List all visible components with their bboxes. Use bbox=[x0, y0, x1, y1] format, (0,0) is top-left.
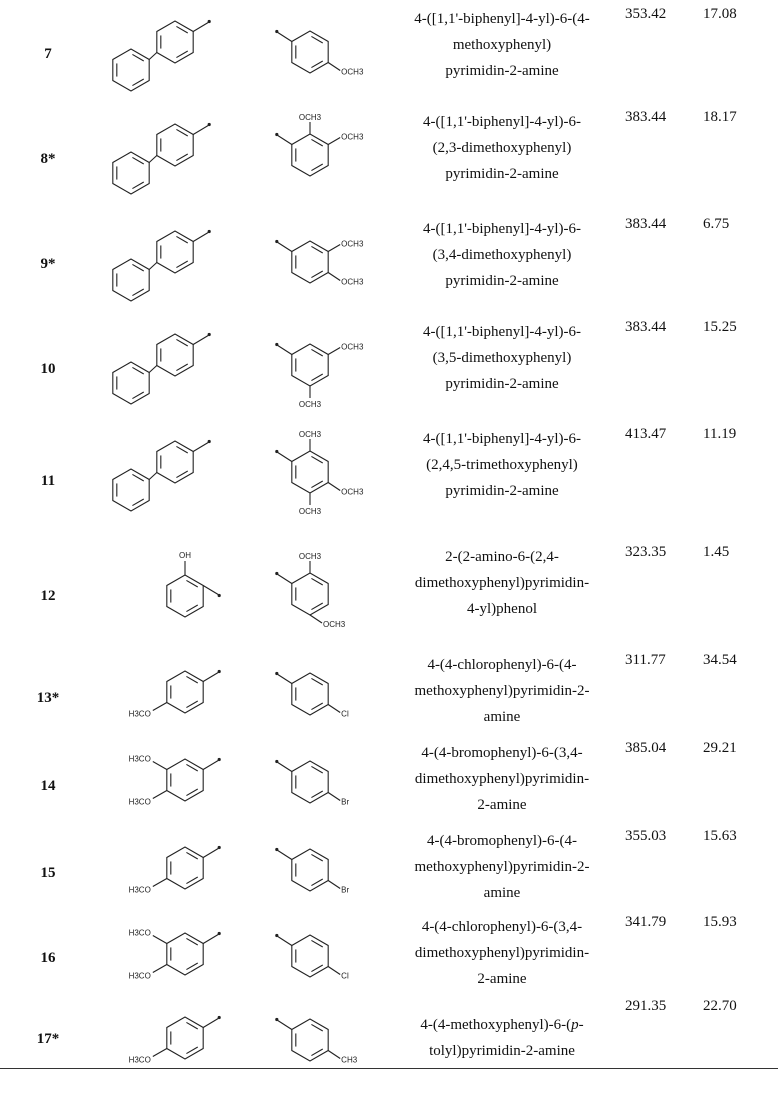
iupac-name bbox=[398, 652, 606, 730]
ring-b-structure bbox=[262, 826, 392, 926]
iupac-name-line: 2-amine bbox=[477, 797, 527, 813]
iupac-name-line: (2,4,5-trimethoxyphenyl) bbox=[426, 457, 578, 473]
methoxyphenyl-icon bbox=[95, 996, 245, 1096]
hydroxyphenyl-icon bbox=[95, 544, 245, 644]
iupac-name-line: 4-(4-chlorophenyl)-6-(4- bbox=[427, 657, 577, 673]
iupac-name bbox=[398, 1012, 606, 1064]
svg-text:CH3: CH3 bbox=[341, 1055, 358, 1065]
compound-id: 7 bbox=[44, 46, 52, 62]
ring-b-structure bbox=[262, 650, 392, 750]
iupac-name-line: 2-amine bbox=[477, 971, 527, 987]
iupac-name bbox=[398, 216, 606, 294]
molecular-weight: 385.04 bbox=[625, 740, 667, 756]
svg-text:H3CO: H3CO bbox=[128, 885, 151, 895]
compound-id: 12 bbox=[40, 588, 56, 604]
molecular-weight: 383.44 bbox=[625, 109, 667, 125]
iupac-name-line: 4-([1,1'-biphenyl]-4-yl)-6- bbox=[422, 114, 582, 130]
svg-text:OCH3: OCH3 bbox=[323, 620, 346, 629]
iupac-name-line: 4-(4-bromophenyl)-6-(4- bbox=[427, 833, 577, 849]
molecular-weight: 353.42 bbox=[625, 6, 667, 22]
ic50-value: 17.08 bbox=[703, 6, 737, 22]
iupac-name bbox=[398, 6, 606, 84]
molecular-weight: 355.03 bbox=[625, 828, 667, 844]
ring-b-structure bbox=[262, 550, 392, 650]
svg-text:OCH3: OCH3 bbox=[298, 552, 322, 561]
ic50-value: 6.75 bbox=[703, 216, 730, 232]
chlorophenyl-icon bbox=[262, 650, 392, 750]
iupac-name-line: methoxyphenyl)pyrimidin-2- bbox=[414, 859, 590, 875]
table-row bbox=[0, 826, 778, 912]
iupac-name-line: tolyl)pyrimidin-2-amine bbox=[429, 1043, 575, 1059]
iupac-name bbox=[398, 914, 606, 992]
svg-text:H3CO: H3CO bbox=[128, 1055, 151, 1065]
methoxyphenyl-icon bbox=[262, 218, 392, 318]
ring-a-structure bbox=[95, 544, 245, 644]
iupac-name bbox=[398, 426, 606, 504]
tolyl-icon bbox=[262, 996, 392, 1096]
biphenyl-icon bbox=[95, 424, 245, 524]
methoxyphenyl-icon bbox=[95, 826, 245, 926]
ic50-value: 15.93 bbox=[703, 914, 737, 930]
ic50-value: 15.25 bbox=[703, 319, 737, 335]
ring-a-structure bbox=[95, 214, 245, 314]
iupac-name-line: 4-(4-chlorophenyl)-6-(3,4- bbox=[421, 919, 583, 935]
methoxyphenyl-icon bbox=[262, 8, 392, 108]
compound-id: 8* bbox=[40, 151, 56, 167]
table-row bbox=[0, 912, 778, 996]
molecular-weight: 341.79 bbox=[625, 914, 667, 930]
table-row bbox=[0, 0, 778, 103]
compound-id: 16 bbox=[40, 950, 56, 966]
ring-b-structure bbox=[262, 738, 392, 838]
iupac-name bbox=[398, 828, 606, 906]
ic50-value: 15.63 bbox=[703, 828, 737, 844]
ring-b-structure bbox=[262, 8, 392, 108]
iupac-name-line: pyrimidin-2-amine bbox=[445, 376, 559, 392]
iupac-name-line: methoxyphenyl)pyrimidin-2- bbox=[414, 683, 590, 699]
iupac-name-line: pyrimidin-2-amine bbox=[445, 166, 559, 182]
svg-text:Br: Br bbox=[341, 797, 350, 807]
iupac-name-line: 4-(4-bromophenyl)-6-(3,4- bbox=[421, 745, 583, 761]
svg-text:OCH3: OCH3 bbox=[341, 277, 364, 287]
biphenyl-icon bbox=[95, 214, 245, 314]
svg-text:H3CO: H3CO bbox=[128, 797, 151, 807]
methoxyphenyl-icon bbox=[262, 111, 392, 211]
table-row bbox=[0, 313, 778, 420]
compound-id: 17* bbox=[36, 1031, 60, 1047]
ring-b-structure bbox=[262, 321, 392, 421]
iupac-name-line: 4-yl)phenol bbox=[467, 601, 537, 617]
methoxyphenyl-icon bbox=[262, 428, 392, 528]
bromophenyl-icon bbox=[262, 826, 392, 926]
table-bottom-rule bbox=[0, 1068, 778, 1069]
ring-a-structure bbox=[95, 826, 245, 926]
ic50-value: 18.17 bbox=[703, 109, 737, 125]
svg-text:OCH3: OCH3 bbox=[341, 132, 364, 142]
molecular-weight: 383.44 bbox=[625, 216, 667, 232]
iupac-name-line: 2-(2-amino-6-(2,4- bbox=[445, 549, 559, 565]
molecular-weight: 323.35 bbox=[625, 544, 667, 560]
svg-text:Cl: Cl bbox=[341, 971, 349, 981]
iupac-name bbox=[398, 109, 606, 187]
ring-a-structure bbox=[95, 996, 245, 1096]
ring-b-structure bbox=[262, 218, 392, 318]
iupac-name-line: (3,4-dimethoxyphenyl) bbox=[432, 247, 572, 263]
ic50-value: 1.45 bbox=[703, 544, 730, 560]
svg-text:OCH3: OCH3 bbox=[341, 342, 364, 352]
svg-text:OCH3: OCH3 bbox=[341, 487, 364, 497]
biphenyl-icon bbox=[95, 107, 245, 207]
compound-id: 11 bbox=[40, 473, 56, 489]
methoxyphenyl-icon bbox=[262, 321, 392, 421]
molecular-weight: 413.47 bbox=[625, 426, 667, 442]
ring-b-structure bbox=[262, 996, 392, 1096]
table-row bbox=[0, 103, 778, 210]
iupac-name-line: 4-([1,1'-biphenyl]-4-yl)-6-(4- bbox=[414, 11, 590, 27]
ring-a-structure bbox=[95, 424, 245, 524]
compound-id: 14 bbox=[40, 778, 56, 794]
ring-a-structure bbox=[95, 4, 245, 104]
iupac-name bbox=[398, 544, 606, 622]
iupac-name-line: 4-([1,1'-biphenyl]-4-yl)-6- bbox=[422, 431, 582, 447]
ic50-value: 29.21 bbox=[703, 740, 737, 756]
compound-id: 15 bbox=[40, 865, 56, 881]
iupac-name-line: dimethoxyphenyl)pyrimidin- bbox=[414, 945, 590, 961]
svg-text:H3CO: H3CO bbox=[128, 709, 151, 719]
biphenyl-icon bbox=[95, 4, 245, 104]
compound-id: 9* bbox=[40, 256, 56, 272]
iupac-name-line: amine bbox=[483, 885, 521, 901]
iupac-name-line: 4-(4-methoxyphenyl)-6-(p- bbox=[420, 1017, 584, 1033]
svg-text:OCH3: OCH3 bbox=[341, 67, 364, 77]
ic50-value: 22.70 bbox=[703, 998, 737, 1014]
iupac-name-line: 4-([1,1'-biphenyl]-4-yl)-6- bbox=[422, 324, 582, 340]
svg-text:H3CO: H3CO bbox=[128, 971, 151, 981]
compound-id: 10 bbox=[40, 361, 56, 377]
ring-b-structure bbox=[262, 428, 392, 528]
ic50-value: 11.19 bbox=[703, 426, 737, 442]
svg-text:OH: OH bbox=[179, 551, 191, 560]
iupac-name bbox=[398, 319, 606, 397]
methoxyphenyl-icon bbox=[95, 738, 245, 838]
biphenyl-icon bbox=[95, 317, 245, 417]
iupac-name-line: pyrimidin-2-amine bbox=[445, 483, 559, 499]
svg-text:OCH3: OCH3 bbox=[298, 507, 322, 516]
bromophenyl-icon bbox=[262, 738, 392, 838]
iupac-name-line: pyrimidin-2-amine bbox=[445, 63, 559, 79]
iupac-name-line: dimethoxyphenyl)pyrimidin- bbox=[414, 575, 590, 591]
iupac-name-line: methoxyphenyl) bbox=[452, 37, 552, 53]
svg-text:Cl: Cl bbox=[341, 709, 349, 719]
table-row bbox=[0, 538, 778, 650]
table-row bbox=[0, 996, 778, 1074]
table-row bbox=[0, 420, 778, 538]
table-row bbox=[0, 210, 778, 313]
ring-a-structure bbox=[95, 738, 245, 838]
svg-text:OCH3: OCH3 bbox=[341, 239, 364, 249]
methoxyphenyl-icon bbox=[95, 650, 245, 750]
ic50-value: 34.54 bbox=[703, 652, 737, 668]
iupac-name-line: (2,3-dimethoxyphenyl) bbox=[432, 140, 572, 156]
iupac-name-line: pyrimidin-2-amine bbox=[445, 273, 559, 289]
ring-a-structure bbox=[95, 107, 245, 207]
iupac-name-line: 4-([1,1'-biphenyl]-4-yl)-6- bbox=[422, 221, 582, 237]
iupac-name-line: amine bbox=[483, 709, 521, 725]
ring-a-structure bbox=[95, 317, 245, 417]
table-row bbox=[0, 738, 778, 826]
iupac-name bbox=[398, 740, 606, 818]
molecular-weight: 383.44 bbox=[625, 319, 667, 335]
iupac-name-line: (3,5-dimethoxyphenyl) bbox=[432, 350, 572, 366]
iupac-name-line: dimethoxyphenyl)pyrimidin- bbox=[414, 771, 590, 787]
compound-id: 13* bbox=[36, 690, 60, 706]
svg-text:H3CO: H3CO bbox=[128, 754, 151, 764]
ring-b-structure bbox=[262, 111, 392, 211]
molecular-weight: 291.35 bbox=[625, 998, 667, 1014]
svg-text:H3CO: H3CO bbox=[128, 928, 151, 938]
ring-a-structure bbox=[95, 650, 245, 750]
svg-text:Br: Br bbox=[341, 885, 350, 895]
svg-text:OCH3: OCH3 bbox=[298, 113, 322, 122]
svg-text:OCH3: OCH3 bbox=[298, 430, 322, 439]
molecular-weight: 311.77 bbox=[625, 652, 666, 668]
svg-text:OCH3: OCH3 bbox=[298, 400, 322, 409]
table-row bbox=[0, 650, 778, 738]
methoxyphenyl-icon bbox=[262, 550, 392, 650]
